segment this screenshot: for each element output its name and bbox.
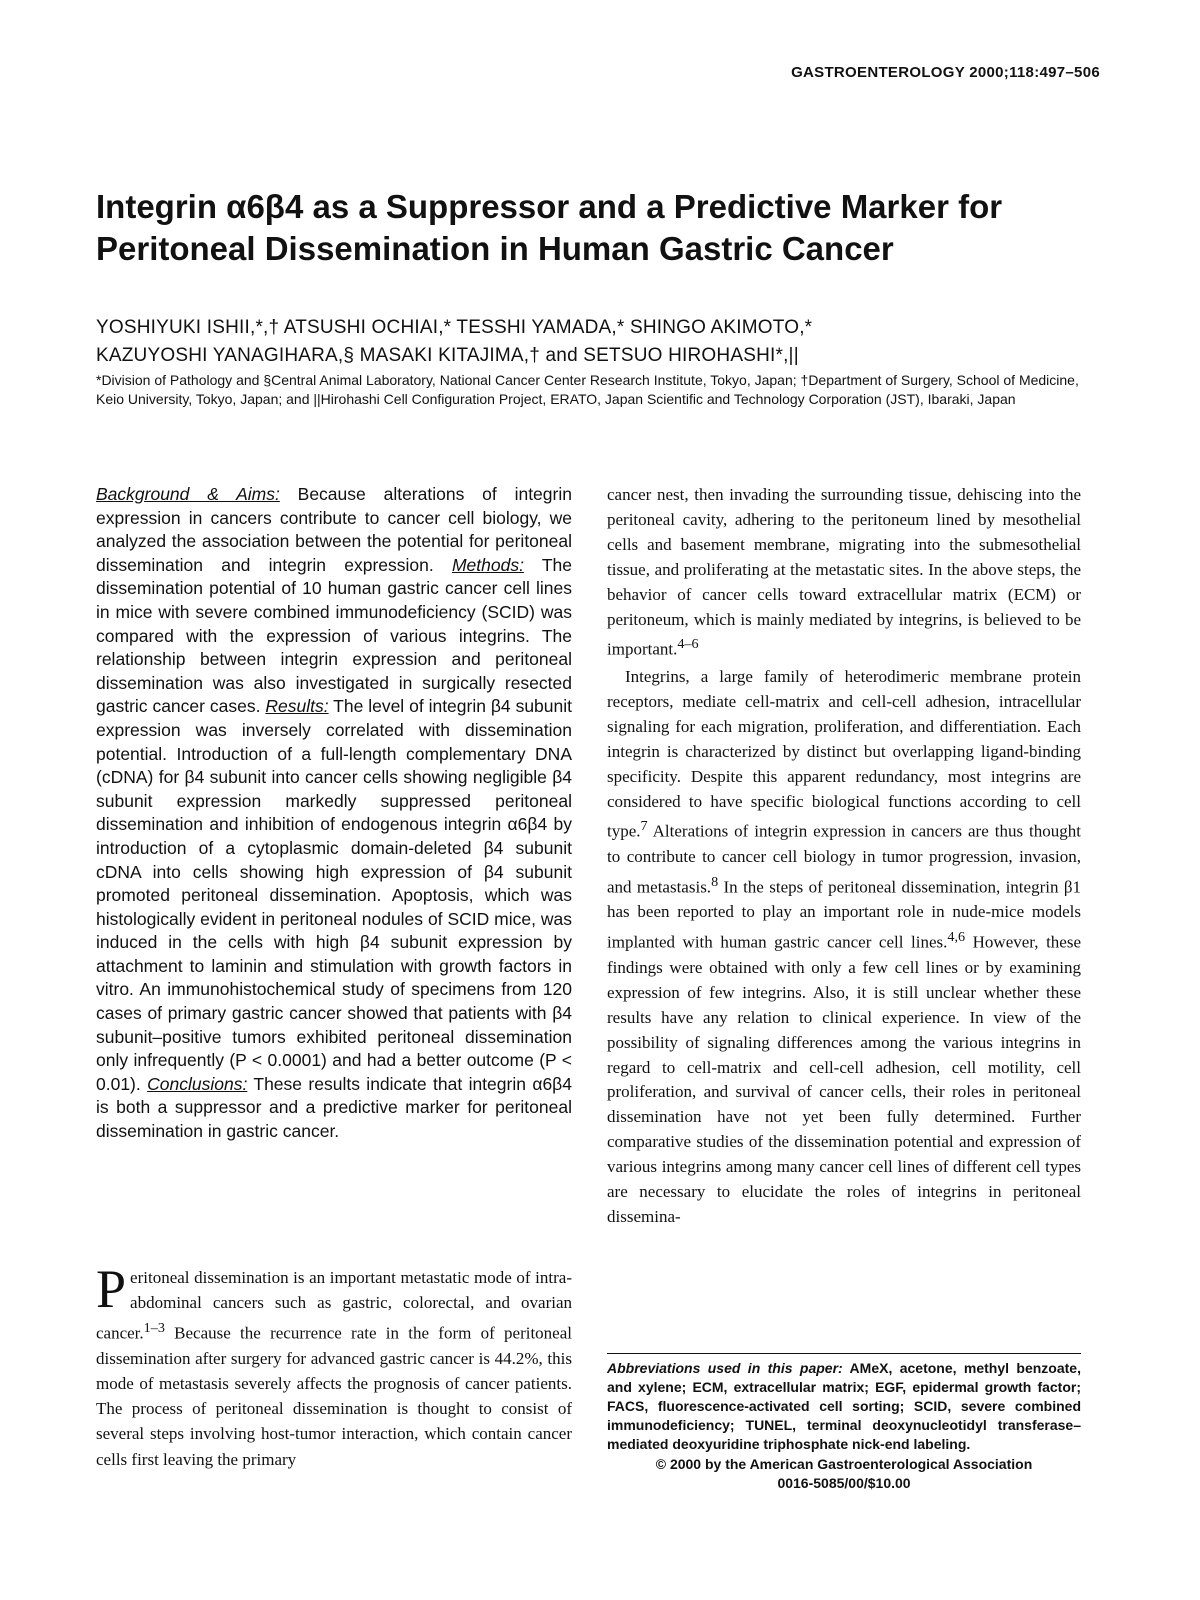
citation-superscript: 1–3 <box>143 1319 165 1336</box>
running-head: GASTROENTEROLOGY 2000;118:497–506 <box>791 64 1100 81</box>
abstract-conclusions-text: These results indicate that integrin α6β4 is both a suppressor and a predictive marker for peritoneal dissemination in gastric cancer. <box>96 1073 572 1142</box>
integrins-text-b: Alterations of integrin expression in cancers are thus thought to contribute to cancer cell biology in tumor progression, invasion, and metastasis. <box>607 822 1081 897</box>
intro-text-b: Because the recurrence rate in the form of peritoneal dissemination after surgery for advanced gastric cancer is 44.2%, this mode of metastasis severely affects the prognosis of cancer patients. The process of peritoneal dissemination is thought to consist of several steps involving host-tumor interaction, which contain cancer cells first leaving the primary <box>96 1323 572 1469</box>
abstract <box>96 483 572 1144</box>
abstract-background-text: Because alterations of integrin expression in cancers contribute to cancer cell biology, we analyzed the association between the potential for peritoneal dissemination and integrin expression. <box>96 484 572 575</box>
intro-paragraph-continued <box>607 483 1081 663</box>
author-list <box>96 314 1106 370</box>
citation-superscript: 4–6 <box>677 636 699 653</box>
intro-text-c: cancer nest, then invading the surrounding tissue, dehiscing into the peritoneal cavity, adhering to the peritoneum lined by mesothelial cells and basement membrane, migrating into the submesothelial tissue, and proliferating at the metastatic sites. In the above steps, the behavior of cancer cells toward extracellular matrix (ECM) or peritoneum, which is mainly mediated by integrins, is believed to be important. <box>607 485 1081 660</box>
copyright-line: © 2000 by the American Gastroenterological Association <box>655 1456 1033 1472</box>
abbreviations-label: Abbreviations used in this paper: <box>607 1360 843 1376</box>
citation-superscript: 8 <box>711 873 719 890</box>
title-line-1: Integrin α6β4 as a Suppressor and a Predictive Marker for <box>96 188 1003 225</box>
abstract-conclusions-label: Conclusions: <box>147 1073 248 1094</box>
abstract-results-text: The level of integrin β4 subunit expression was inversely correlated with dissemination potential. Introduction of a full-length complementary DNA (cDNA) for β4 subunit into cancer cells showing negligible β4 subunit expression markedly suppressed peritoneal dissemination and inhibition of endogenous integrin α6β4 by introduction of a cytoplasmic domain-deleted β4 subunit cDNA into cells showing high expression of β4 subunit promoted peritoneal dissemination. Apoptosis, which was histologically evident in peritoneal nodules of SCID mice, was induced in the cells with high β4 subunit expression by attachment to laminin and stimulation with growth factors in vitro. An immunohistochemical study of specimens from 120 cases of primary gastric cancer showed that patients with β4 subunit–positive tumors exhibited peritoneal dissemination only infrequently (P < 0.0001) and had a better outcome (P < 0.01). <box>96 696 572 1094</box>
abstract-background-label: Background & Aims: <box>96 484 280 504</box>
footnote <box>607 1353 1081 1493</box>
drop-cap: P <box>96 1259 127 1319</box>
citation-superscript: 4,6 <box>947 929 966 946</box>
citation-superscript: 7 <box>640 818 648 835</box>
body-right-column <box>607 483 1081 1232</box>
authors-line-1: YOSHIYUKI ISHII,*,† ATSUSHI OCHIAI,* TESSHI YAMADA,* SHINGO AKIMOTO,* <box>96 317 813 338</box>
abbreviations-text: AMeX, acetone, methyl benzoate, and xylene; ECM, extracellular matrix; EGF, epidermal growth factor; FACS, fluorescence-activated cell sorting; SCID, severe combined immunodeficiency; TUNEL, terminal deoxynucleotidyl transferase–mediated deoxyuridine triphosphate nick-end labeling. <box>607 1360 1081 1452</box>
title-line-2: Peritoneal Dissemination in Human Gastric Cancer <box>96 230 894 267</box>
abbreviations-note <box>607 1359 1081 1454</box>
affiliations: *Division of Pathology and §Central Animal Laboratory, National Cancer Center Research Institute, Tokyo, Japan; †Department of Surgery, School of Medicine, Keio University, Tokyo, Japan; and ||Hirohashi Cell Configuration Project, ERATO, Japan Scientific and Technology Corporation (JST), Ibaraki, Japan <box>96 372 1079 407</box>
integrins-text-a: Integrins, a large family of heterodimeric membrane protein receptors, mediate cell-matrix and cell-cell adhesion, intracellular signaling for each migration, proliferation, and differentiation. Each integrin is characterized by distinct but overlapping ligand-binding specificity. Despite this apparent redundancy, most integrins are considered to have specific biological functions according to cell type. <box>607 667 1081 842</box>
article-title <box>96 186 1106 270</box>
integrins-text-d: However, these findings were obtained with only a few cell lines or by examining expression of few integrins. Also, it is still unclear whether these results have any relation to clinical experience. In view of the possibility of signaling differences among the various integrins in regard to cell-matrix and cell-cell adhesion, cell motility, cell proliferation, and survival of cancer cells, their roles in peritoneal dissemination have not yet been fully determined. Further comparative studies of the dissemination potential and expression of various integrins among many cancer cell lines of different cell types are necessary to elucidate the roles of integrins in peritoneal dissemina- <box>607 933 1081 1226</box>
abstract-methods-label: Methods: <box>451 554 524 575</box>
abstract-methods-text: The dissemination potential of 10 human gastric cancer cell lines in mice with severe combined immunodeficiency (SCID) was compared with the expression of various integrins. The relationship between integrin expression and peritoneal dissemination was also investigated in surgically resected gastric cancer cases. <box>96 554 572 717</box>
integrins-paragraph <box>607 665 1081 1230</box>
abstract-results-label: Results: <box>265 696 329 717</box>
issn-line: 0016-5085/00/$10.00 <box>777 1475 911 1491</box>
integrins-text-c: In the steps of peritoneal dissemination, integrin β1 has been reported to play an important role in nude-mice models implanted with human gastric cancer cell lines. <box>607 877 1081 953</box>
authors-line-2: KAZUYOSHI YANAGIHARA,§ MASAKI KITAJIMA,† and SETSUO HIROHASHI*,|| <box>96 345 799 366</box>
intro-text-a: eritoneal dissemination is an important metastatic mode of intra-abdominal cancers such as gastric, colorectal, and ovarian cancer. <box>96 1268 572 1343</box>
intro-paragraph-left <box>96 1259 572 1472</box>
